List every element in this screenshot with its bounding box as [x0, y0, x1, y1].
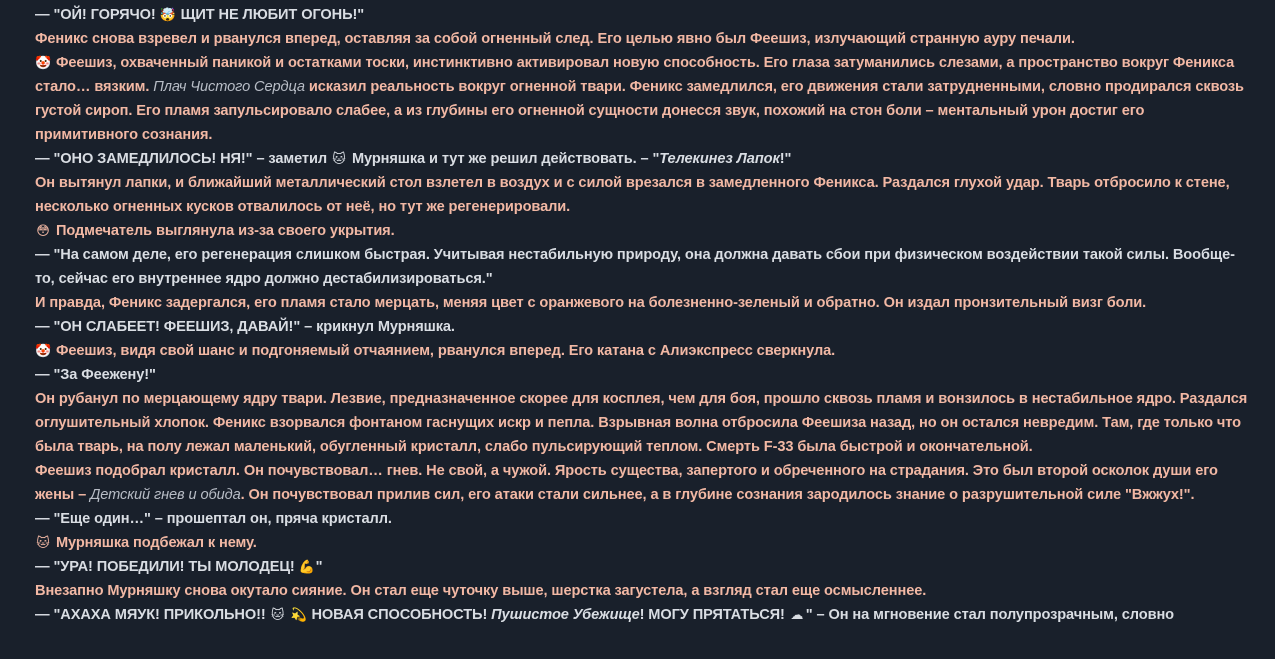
story-line	[35, 507, 1250, 531]
text-segment: "	[315, 559, 323, 575]
story-line	[35, 27, 1250, 51]
character-name: Подмечатель	[55, 223, 152, 239]
emoji-icon: 😳	[36, 223, 50, 238]
emoji-icon: 🤯	[159, 7, 176, 22]
text-segment: Феникс снова взревел и рванулся вперед, оставляя за собой огненный след. Его целью явно был Феешиз, излучающий странную ауру печали.	[35, 31, 1075, 47]
text-segment: ЩИТ НЕ ЛЮБИТ ОГОНЬ!"	[176, 7, 365, 23]
story-line	[35, 51, 1250, 147]
character-name: Феешиз	[55, 343, 113, 359]
text-segment: исказил реальность вокруг огненной твари. Феникс замедлился, его движения стали затрудненными, словно продирался сквозь густой сироп. Его пламя запульсировало слабее, а из глубины его огненной сущности донесся звук, похожий на стон боли – ментальный урон достиг его примитивного сознания.	[35, 79, 1244, 143]
character-name: Мурняшка	[351, 151, 426, 167]
story-line	[35, 3, 1250, 27]
text-segment: НОВАЯ СПОСОБНОСТЬ!	[307, 607, 492, 623]
text-segment: . Он почувствовал прилив сил, его атаки стали сильнее, а в глубине сознания зародилось знание о разрушительной силе "Вжжух!".	[240, 487, 1195, 503]
text-segment: ! МОГУ ПРЯТАТЬСЯ!	[639, 607, 789, 623]
text-segment: Феешиз подобрал кристалл. Он почувствовал… гнев. Не свой, а чужой. Ярость существа, запертого и обреченного на страдания. Это был второй осколок души его жены –	[35, 463, 1218, 503]
character-name: Мурняшка	[55, 535, 130, 551]
text-segment: Он вытянул лапки, и ближайший металлический стол взлетел в воздух и с силой врезался в замедленного Феникса. Раздался глухой удар. Тварь отбросило к стене, несколько огненных кусков отвалилось от неё, но тут же регенерировали.	[35, 175, 1230, 215]
story-line	[35, 243, 1250, 291]
story-line	[35, 531, 1250, 555]
story-line	[35, 459, 1250, 507]
text-segment: И правда, Феникс задергался, его пламя стало мерцать, меняя цвет с оранжевого на болезненно-зеленый и обратно. Он издал пронзительный визг боли.	[35, 295, 1147, 311]
text-segment: — "За Феежену!"	[35, 367, 156, 383]
story-line	[35, 147, 1250, 171]
story-line	[35, 171, 1250, 219]
story-line	[35, 579, 1250, 603]
story-line	[35, 219, 1250, 243]
text-segment: " – Он на мгновение стал полупрозрачным, словно	[805, 607, 1174, 623]
ability-name: Пушистое Убежище	[491, 607, 640, 623]
story-line	[35, 363, 1250, 387]
story-line	[35, 555, 1250, 579]
text-segment: — "Еще один…" – прошептал он, пряча кристалл.	[35, 511, 392, 527]
emoji-icon: 🐱	[36, 535, 50, 550]
character-name: Феешиз	[55, 55, 113, 71]
ability-name: Телекинез Лапок	[659, 151, 780, 167]
text-segment: и тут же решил действовать. – "	[425, 151, 660, 167]
text-segment: , охваченный паникой и остатками тоски, инстинктивно активировал новую способность. Его глаза затуманились слезами, а пространство вокруг Феникса стало… вязким.	[35, 55, 1235, 95]
chat-story	[35, 3, 1250, 627]
text-segment: — "ОНО ЗАМЕДЛИЛОСЬ! НЯ!" – заметил	[35, 151, 331, 167]
story-line	[35, 291, 1250, 315]
story-line	[35, 339, 1250, 363]
emoji-icon: 🐱	[270, 607, 285, 622]
emoji-icon: ☁	[790, 607, 804, 622]
text-segment: — "АХАХА МЯУК! ПРИКОЛЬНО!!	[35, 607, 270, 623]
ability-name: Плач Чистого Сердца	[153, 79, 305, 95]
story-line	[35, 603, 1250, 627]
emoji-icon: 🤡	[35, 55, 52, 70]
ability-name: Детский гнев и обида	[90, 487, 241, 503]
story-line	[35, 315, 1250, 339]
text-segment: !"	[779, 151, 792, 167]
emoji-icon: 💪	[298, 559, 315, 574]
text-segment: выглянула из-за своего укрытия.	[152, 223, 395, 239]
emoji-icon: 💫	[290, 607, 307, 622]
text-segment: , видя свой шанс и подгоняемый отчаянием, рванулся вперед. Его катана с Алиэкспресс сверкнула.	[112, 343, 836, 359]
story-line	[35, 387, 1250, 459]
text-segment: — "На самом деле, его регенерация слишком быстрая. Учитывая нестабильную природу, она должна давать сбои при физическом воздействии такой силы. Вообще-то, сейчас его внутреннее ядро должно дестабилизироваться."	[35, 247, 1235, 287]
text-segment: — "ОН СЛАБЕЕТ! ФЕЕШИЗ, ДАВАЙ!" – крикнул Мурняшка.	[35, 319, 455, 335]
text-segment: подбежал к нему.	[129, 535, 257, 551]
text-segment: Он рубанул по мерцающему ядру твари. Лезвие, предназначенное скорее для косплея, чем для боя, прошло сквозь пламя и вонзилось в нестабильное ядро. Раздался оглушительный хлопок. Феникс взорвался фонтаном гаснущих искр и пепла. Взрывная волна отбросила Феешиза назад, но он остался невредим. Там, где только что была тварь, на полу лежал маленький, обугленный кристалл, слабо пульсирующий теплом. Смерть F-33 была быстрой и окончательной.	[35, 391, 1248, 455]
text-segment: — "ОЙ! ГОРЯЧО!	[35, 7, 160, 23]
text-segment: — "УРА! ПОБЕДИЛИ! ТЫ МОЛОДЕЦ!	[35, 559, 299, 575]
emoji-icon: 🐱	[332, 151, 346, 166]
emoji-icon: 🤡	[35, 343, 52, 358]
text-segment: Внезапно Мурняшку снова окутало сияние. Он стал еще чуточку выше, шерстка загустела, а взгляд стал еще осмысленнее.	[35, 583, 927, 599]
